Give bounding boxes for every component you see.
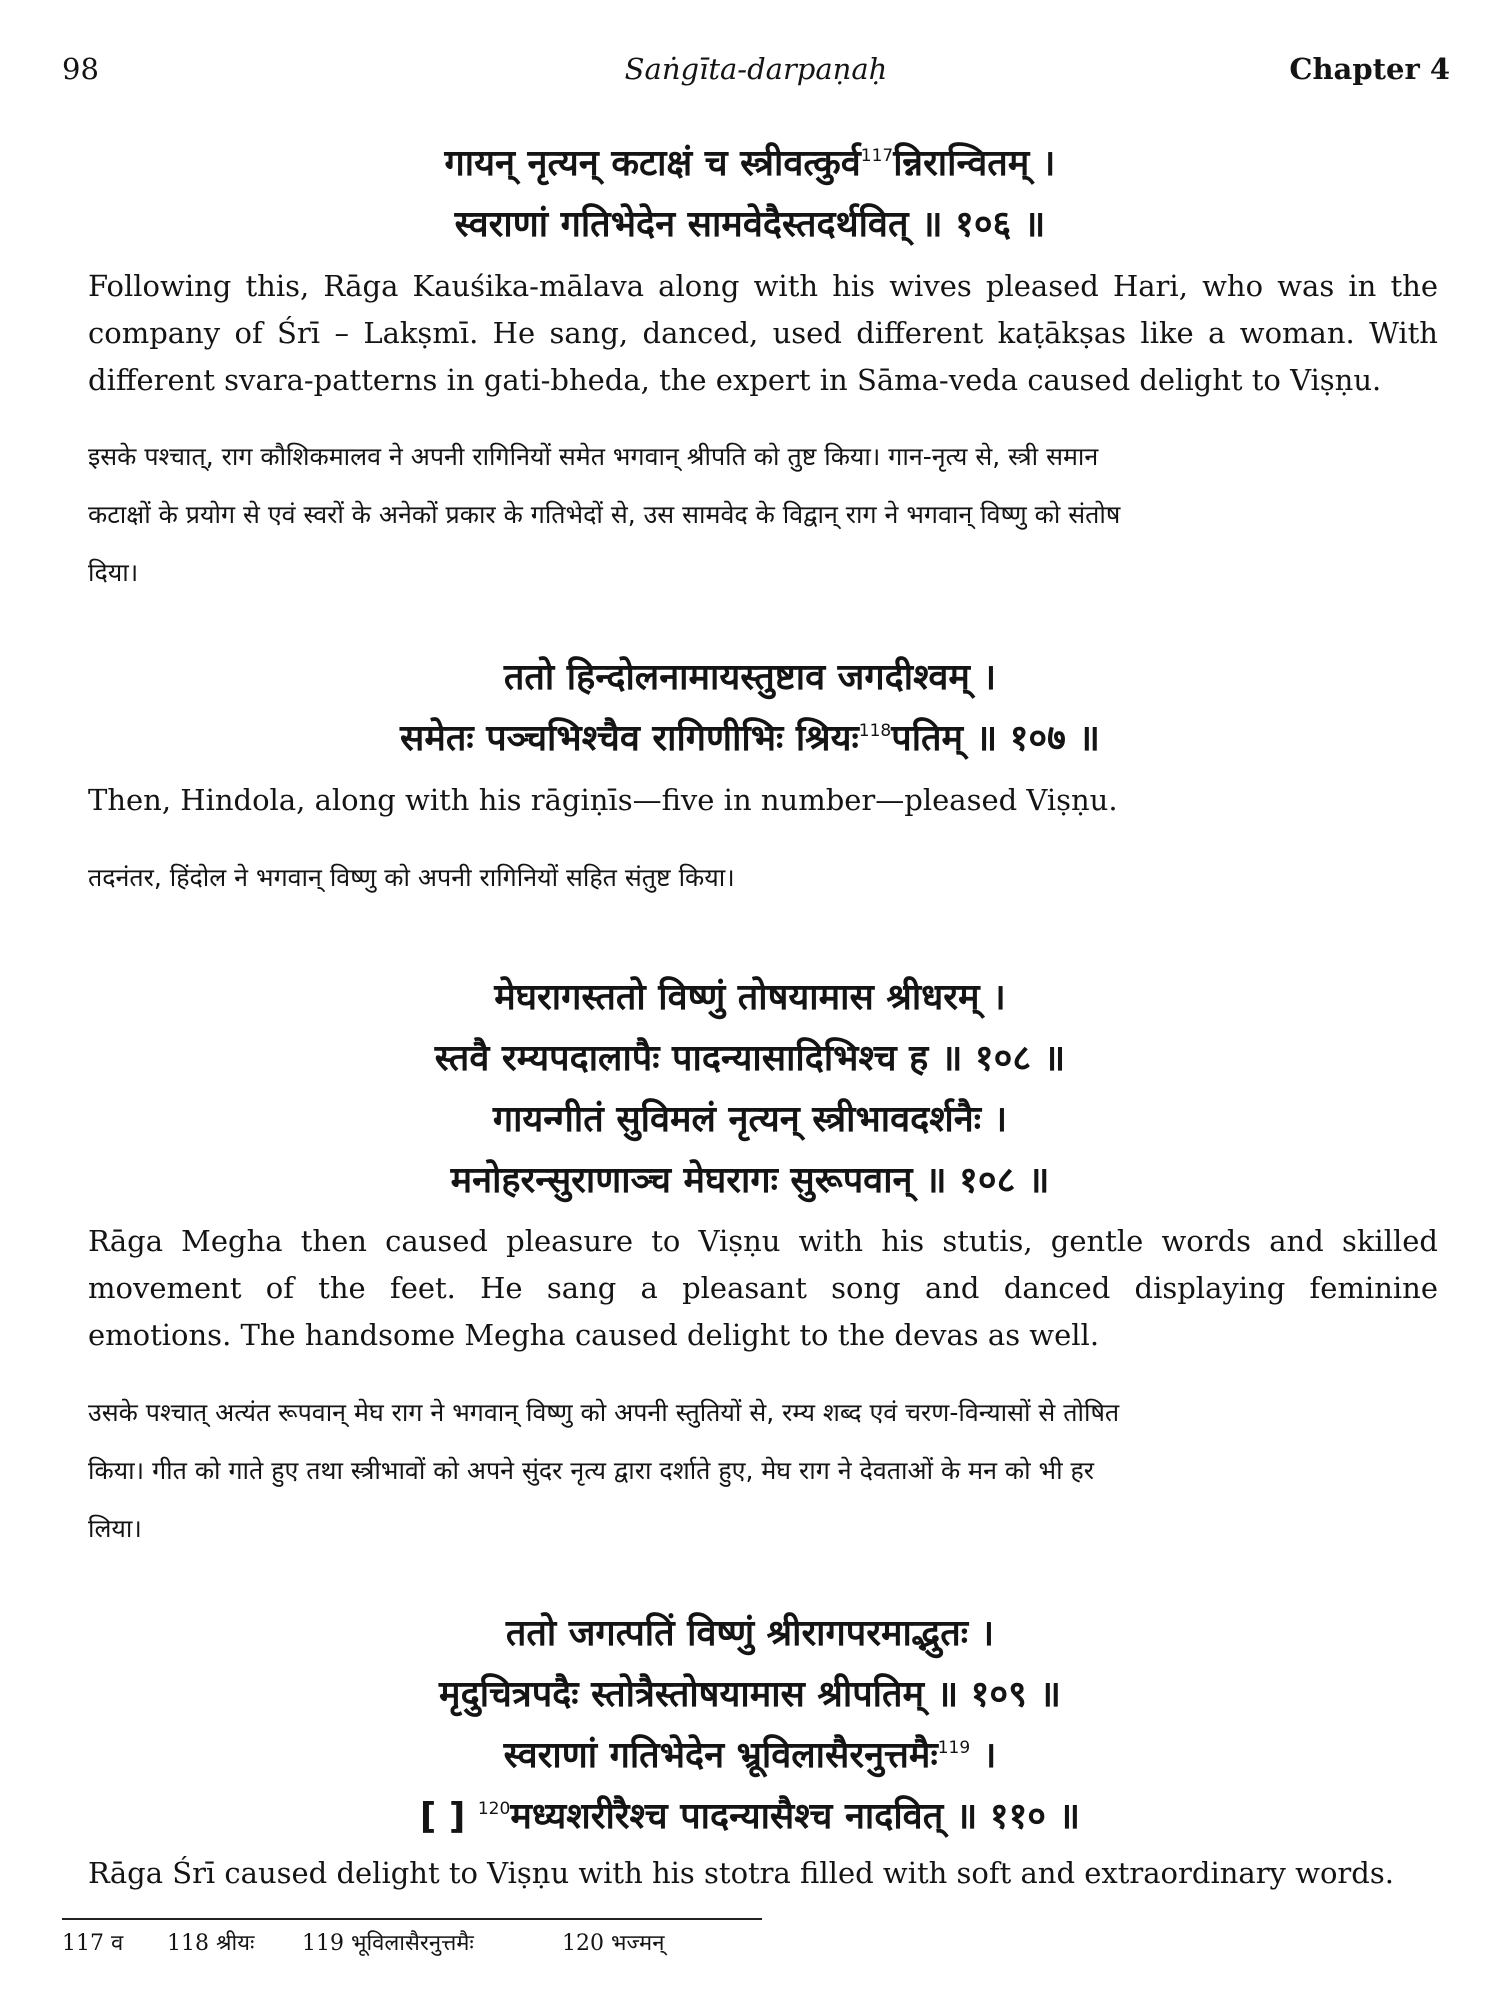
text-line: different svara-patterns in gati-bheda, the expert in Sāma-veda caused delight to Viṣṇu. [88,363,1382,397]
footnote-120: 120 भज्मन् [562,1931,665,1956]
text-line: उसके पश्चात् अत्यंत रूपवान् मेघ राग ने भगवान् विष्णु को अपनी स्तुतियों से, रम्य शब्द एवं चरण-विन्यासों से तोषित [88,1398,1120,1427]
english-translation-3 [88,1218,1438,1359]
verse-text: पतिम् ॥ १०७ ॥ [891,718,1100,759]
footnote-ref: 119 [937,1738,971,1758]
sanskrit-verse-108 [0,967,1500,1211]
verse-line: मृदुचित्रपदैः स्तोत्रैस्तोषयामास श्रीपतिम् ॥ १०९ ॥ [439,1674,1061,1715]
verse-text: मध्यशरीरैश्च पादन्यासैश्च नादवित् ॥ ११० ॥ [510,1796,1081,1837]
hindi-translation-2 [88,849,1438,907]
sanskrit-verse-107 [0,647,1500,769]
text-line: Rāga Śrī caused delight to Viṣṇu with his stotra filled with soft and extraordinary words. [88,1856,1394,1890]
footnote-119: 119 भूविलासैरनुत्तमैः [302,1931,474,1956]
text-line: Then, Hindola, along with his rāgiṇīs—five in number—pleased Viṣṇu. [88,783,1118,817]
verse-line [0,133,1500,194]
verse-line [0,1786,1500,1847]
text-line: emotions. The handsome Megha caused delight to the devas as well. [88,1318,1100,1352]
hindi-translation-1 [88,428,1438,602]
text-line: इसके पश्चात्, राग कौशिकमालव ने अपनी रागिनियों समेत भगवान् श्रीपति को तुष्ट किया। गान-नृत्य से, स्त्री समान [88,442,1099,471]
english-translation-2 [88,777,1438,824]
hindi-translation-3 [88,1384,1438,1558]
verse-text: स्वराणां गतिभेदेन भ्रूविलासैरनुत्तमैः [503,1735,938,1776]
english-translation-4 [88,1850,1438,1897]
verse-text: [ ] [419,1796,466,1837]
verse-line [0,1725,1500,1786]
english-translation-1 [88,263,1438,404]
verse-line: मनोहरन्सुराणाञ्च मेघरागः सुरूपवान् ॥ १०८ ॥ [450,1160,1050,1201]
text-line: लिया। [88,1514,142,1543]
footnote-117: 117 व [62,1931,124,1956]
footnote-ref: 118 [858,721,892,741]
footnote-118: 118 श्रीयः [167,1931,255,1956]
running-title: Saṅgīta-darpaṇaḥ [624,52,888,86]
verse-line: मेघरागस्ततो विष्णुं तोषयामास श्रीधरम् । [494,977,1006,1018]
text-line: company of Śrī – Lakṣmī. He sang, danced, used different kaṭākṣas like a woman. With [88,316,1438,350]
footnote-ref: 117 [860,146,894,166]
verse-text: न्निरान्वितम् । [893,143,1056,184]
verse-text: गायन् नृत्यन् कटाक्षं च स्त्रीवत्कुर्व [444,143,861,184]
text-line: Rāga Megha then caused pleasure to Viṣṇu with his stutis, gentle words and skilled [88,1224,1438,1258]
verse-line: ततो हिन्दोलनामायस्तुष्टाव जगदीश्वम् । [503,657,997,698]
footnote-ref: 120 [477,1799,511,1819]
text-line: किया। गीत को गाते हुए तथा स्त्रीभावों को अपने सुंदर नृत्य द्वारा दर्शाते हुए, मेघ राग ने देवताओं के मन को भी हर [88,1456,1095,1485]
text-line: movement of the feet. He sang a pleasant song and danced displaying feminine [88,1271,1438,1305]
text-line: दिया। [88,558,139,587]
text-line: कटाक्षों के प्रयोग से एवं स्वरों के अनेकों प्रकार के गतिभेदों से, उस सामवेद के विद्वान् राग ने भगवान् विष्णु को संतोष [88,500,1121,529]
verse-line: गायन्गीतं सुविमलं नृत्यन् स्त्रीभावदर्शनैः । [492,1099,1008,1140]
verse-line: ततो जगत्पतिं विष्णुं श्रीरागपरमाद्भुतः । [505,1613,995,1654]
page-header [62,52,1450,96]
sanskrit-verse-106 [0,133,1500,255]
verse-text: । [970,1735,997,1776]
page-number: 98 [62,52,99,86]
chapter-label: Chapter 4 [1289,52,1450,86]
text-line: Following this, Rāga Kauśika-mālava along with his wives pleased Hari, who was in the [88,269,1438,303]
sanskrit-verse-109-110 [0,1603,1500,1847]
footnote-rule [62,1918,762,1920]
verse-line: स्वराणां गतिभेदेन सामवेदैस्तदर्थवित् ॥ १०६ ॥ [454,204,1046,245]
verse-line [0,708,1500,769]
text-line: तदनंतर, हिंदोल ने भगवान् विष्णु को अपनी रागिनियों सहित संतुष्ट किया। [88,863,735,892]
verse-line: स्तवै रम्यपदालापैः पादन्यासादिभिश्च ह ॥ १०८ ॥ [434,1038,1066,1079]
verse-text: समेतः पञ्चभिश्चैव रागिणीभिः श्रियः [400,718,859,759]
